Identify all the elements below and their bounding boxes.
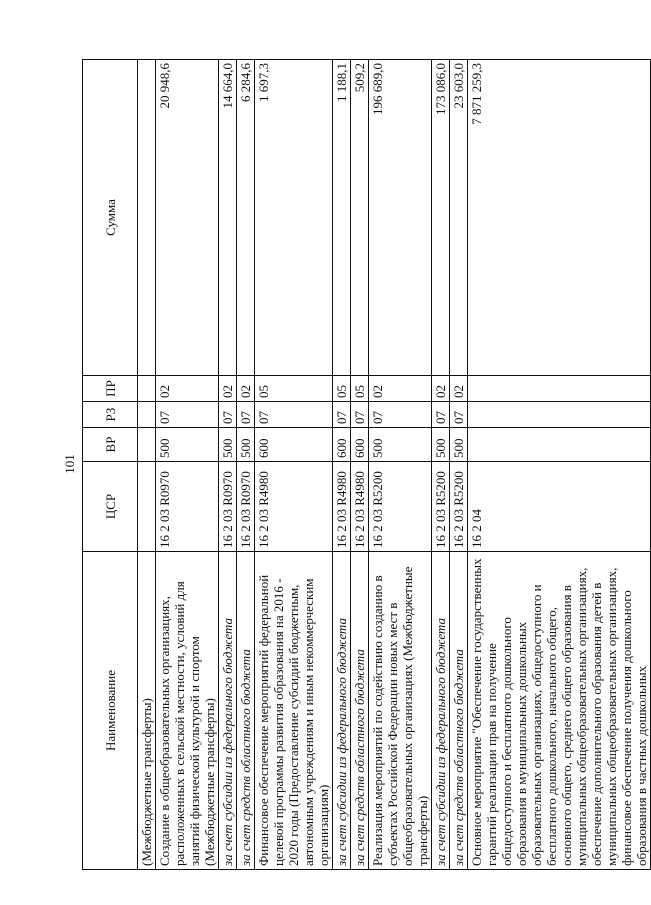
cell-sum: 1 188,1 xyxy=(333,60,351,376)
table-row xyxy=(450,60,468,870)
cell-rz: 07 xyxy=(450,402,468,428)
header-sum: Сумма xyxy=(83,60,138,376)
header-rz: РЗ xyxy=(83,402,138,428)
table-row xyxy=(468,60,651,870)
cell-csr: 16 2 03 R0970 xyxy=(156,462,219,552)
cell-vr: 600 xyxy=(333,428,351,462)
cell-rz: 07 xyxy=(219,402,237,428)
cell-name: Создание в общеобразовательных организациях, расположенных в сельской местности, условий для занятий физической культурой и спортом (Межбюджетные трансферты) xyxy=(156,552,219,870)
cell-name: за счет средств областного бюджета xyxy=(237,552,255,870)
cell-vr: 500 xyxy=(156,428,219,462)
table-row xyxy=(237,60,255,870)
cell-pr xyxy=(138,376,156,402)
cell-name: за счет субсидии из федерального бюджета xyxy=(333,552,351,870)
cell-vr: 500 xyxy=(432,428,450,462)
cell-pr: 05 xyxy=(255,376,333,402)
cell-sum: 6 284,6 xyxy=(237,60,255,376)
cell-csr: 16 2 04 xyxy=(468,462,651,552)
table-row xyxy=(255,60,333,870)
cell-name: (Межбюджетные трансферты) xyxy=(138,552,156,870)
table-row xyxy=(369,60,432,870)
cell-name: Реализация мероприятий по содействию созданию в субъектах Российской Федерации новых мест в общеобразовательных организациях (Межбюджетные трансферты) xyxy=(369,552,432,870)
cell-csr: 16 2 03 R4980 xyxy=(255,462,333,552)
cell-csr: 16 2 03 R5200 xyxy=(432,462,450,552)
cell-sum: 7 871 259,3 xyxy=(468,60,651,376)
cell-rz: 07 xyxy=(333,402,351,428)
cell-rz xyxy=(468,402,651,428)
table-row xyxy=(432,60,450,870)
header-name: Наименование xyxy=(83,552,138,870)
cell-pr: 02 xyxy=(432,376,450,402)
cell-rz: 07 xyxy=(156,402,219,428)
cell-pr: 02 xyxy=(237,376,255,402)
cell-csr: 16 2 03 R4980 xyxy=(333,462,351,552)
cell-vr: 500 xyxy=(219,428,237,462)
cell-pr xyxy=(468,376,651,402)
cell-csr: 16 2 03 R0970 xyxy=(219,462,237,552)
cell-rz xyxy=(138,402,156,428)
cell-pr: 02 xyxy=(369,376,432,402)
cell-sum: 173 086,0 xyxy=(432,60,450,376)
cell-rz: 07 xyxy=(255,402,333,428)
cell-csr: 16 2 03 R5200 xyxy=(369,462,432,552)
cell-rz: 07 xyxy=(369,402,432,428)
table-row xyxy=(351,60,369,870)
cell-sum: 20 948,6 xyxy=(156,60,219,376)
cell-sum: 196 689,0 xyxy=(369,60,432,376)
cell-name: за счет средств областного бюджета xyxy=(351,552,369,870)
cell-pr: 02 xyxy=(219,376,237,402)
table-row xyxy=(138,60,156,870)
cell-name: за счет субсидии из федерального бюджета xyxy=(219,552,237,870)
table-header-row xyxy=(83,60,138,870)
cell-sum: 509,2 xyxy=(351,60,369,376)
cell-rz: 07 xyxy=(432,402,450,428)
rotated-table-container xyxy=(82,60,649,870)
cell-csr: 16 2 03 R5200 xyxy=(450,462,468,552)
cell-sum: 23 603,0 xyxy=(450,60,468,376)
cell-csr xyxy=(138,462,156,552)
cell-rz: 07 xyxy=(351,402,369,428)
cell-pr: 05 xyxy=(351,376,369,402)
cell-pr: 02 xyxy=(450,376,468,402)
cell-rz: 07 xyxy=(237,402,255,428)
cell-vr: 600 xyxy=(255,428,333,462)
cell-name: Основное мероприятие "Обеспечение государственных гарантий реализации прав на получение общедоступного и бесплатного дошкольного образования в муниципальных дошкольных образовательных организациях, общедоступного и бесплатного дошкольного, начального общего, основного общего, среднего общего образования в муниципальных общеобразовательных организациях, обеспечение дополнительного образования детей в муниципальных общеобразовательных организациях, финансовое обеспечение получения дошкольного образования в частных дошкольных xyxy=(468,552,651,870)
cell-pr: 02 xyxy=(156,376,219,402)
cell-csr: 16 2 03 R0970 xyxy=(237,462,255,552)
cell-vr: 500 xyxy=(450,428,468,462)
header-vr: ВР xyxy=(83,428,138,462)
cell-sum xyxy=(138,60,156,376)
budget-table xyxy=(82,59,651,870)
cell-sum: 1 697,3 xyxy=(255,60,333,376)
cell-name: за счет субсидии из федерального бюджета xyxy=(432,552,450,870)
header-csr: ЦСР xyxy=(83,462,138,552)
cell-vr xyxy=(468,428,651,462)
table-row xyxy=(156,60,219,870)
cell-sum: 14 664,0 xyxy=(219,60,237,376)
cell-name: за счет средств областного бюджета xyxy=(450,552,468,870)
cell-name: Финансовое обеспечение мероприятий федеральной целевой программы развития образования на 2016 - 2020 годы (Предоставление субсидий бюджетным, автономным учреждениям и иным некоммерческим организациям) xyxy=(255,552,333,870)
cell-csr: 16 2 03 R4980 xyxy=(351,462,369,552)
header-pr: ПР xyxy=(83,376,138,402)
cell-vr: 600 xyxy=(351,428,369,462)
table-row xyxy=(219,60,237,870)
table-row xyxy=(333,60,351,870)
cell-pr: 05 xyxy=(333,376,351,402)
cell-vr xyxy=(138,428,156,462)
cell-vr: 500 xyxy=(237,428,255,462)
page-number: 101 xyxy=(62,454,77,474)
cell-vr: 500 xyxy=(369,428,432,462)
